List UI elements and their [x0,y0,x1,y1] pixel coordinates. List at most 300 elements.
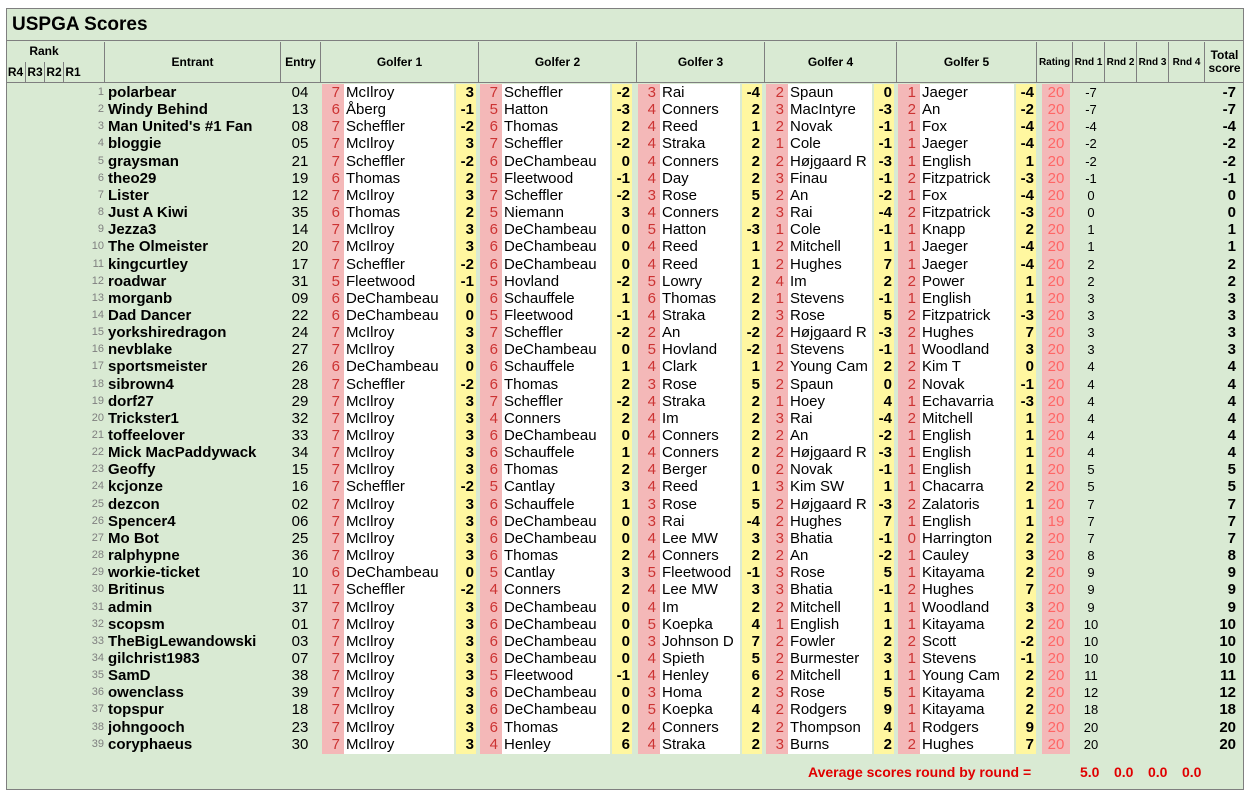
entrant-name: bloggie [108,135,162,153]
golfer-score: -1 [616,169,630,187]
golfer2-header: Golfer 2 [478,42,636,82]
golfer-score: -1 [878,118,892,136]
golfer-name: Im [662,598,679,616]
golfer-name: McIlroy [346,598,395,616]
golfer-score: 1 [883,598,892,616]
golfer-name: Im [790,272,807,290]
golfer-name: Højgaard R [790,152,867,170]
table-row [0,581,1258,598]
row-number: 14 [91,308,104,321]
entrant-name: nevblake [108,341,173,359]
golfer3-header: Golfer 3 [636,42,764,82]
golfer-score: 7 [751,632,760,650]
golfer-name: Cauley [922,547,969,565]
table-row [0,736,1258,753]
golfer-score: 0 [621,529,630,547]
golfer-rank: 5 [489,306,498,324]
golfer-score: 0 [621,427,630,444]
table-row [0,221,1258,238]
rating-value: 20 [1047,495,1065,513]
golfer-rank: 7 [331,427,340,444]
golfer-rank: 7 [331,409,340,427]
golfer-rank: 7 [331,598,340,616]
golfer-rank: 6 [489,598,498,616]
golfer-score: 3 [465,461,474,479]
golfer-score: 0 [465,289,474,307]
golfer-rank: 5 [489,667,498,685]
golfer-name: Thomas [346,204,401,222]
golfer-name: Schauffele [504,495,575,513]
golfer-rank: 3 [775,306,784,324]
golfer-name: McIlroy [346,615,395,633]
row-number: 26 [91,514,104,527]
golfer-rank: 4 [647,735,656,753]
round1-score: 20 [1083,736,1099,752]
golfer-rank: 2 [775,186,784,204]
golfer-name: Fleetwood [504,169,574,187]
golfer-name: Scheffler [346,152,405,170]
golfer-name: An [790,547,809,565]
golfer-score: 3 [465,135,474,153]
golfer-name: English [922,427,972,444]
golfer-rank: 4 [647,409,656,427]
row-number: 33 [91,634,104,647]
golfer-rank: 1 [907,701,916,719]
golfer-name: Power [922,272,965,290]
golfer-rank: 7 [331,529,340,547]
golfer-score: -2 [878,186,892,204]
golfer-name: Day [662,169,689,187]
golfer-rank: 1 [907,615,916,633]
entrant-name: owenclass [108,684,184,702]
golfer-score: -4 [746,84,760,101]
golfer-score: -4 [1020,84,1034,101]
golfer-score: 1 [883,615,892,633]
golfer-score: 3 [1025,341,1034,359]
golfer-score: 3 [465,701,474,719]
entrant-name: sibrown4 [108,375,174,393]
row-number: 31 [91,600,104,613]
entrant-name: Trickster1 [108,409,179,427]
golfer-rank: 6 [489,684,498,702]
golfer-rank: 1 [775,221,784,239]
golfer-score: 7 [1025,324,1034,342]
golfer-name: Scheffler [504,186,563,204]
golfer-score: 3 [465,341,474,359]
rating-value: 20 [1047,684,1065,702]
golfer-rank: 6 [489,495,498,513]
golfer-name: Schauffele [504,289,575,307]
total-score: 7 [1227,529,1236,547]
golfer-rank: 6 [489,461,498,479]
golfer-name: DeChambeau [504,701,597,719]
total-score: -4 [1222,118,1236,136]
golfer-rank: 2 [907,324,916,342]
total-header: Total score [1204,42,1244,82]
golfer-rank: 3 [775,581,784,599]
golfer-name: Jaeger [922,84,968,101]
golfer-name: Fitzpatrick [922,204,991,222]
golfer-score: -2 [616,324,630,342]
golfer-rank: 4 [647,135,656,153]
total-score: 20 [1219,735,1236,753]
golfer-name: Cole [790,135,821,153]
entry-number: 07 [291,649,309,667]
golfer-score: 0 [621,341,630,359]
average-rnd3: 0.0 [1148,764,1168,780]
golfer-score: -2 [878,547,892,565]
golfer-name: Hughes [922,581,974,599]
rating-value: 20 [1047,255,1065,273]
golfer-rank: 1 [907,221,916,239]
golfer-name: Reed [662,255,698,273]
golfer-name: Young Cam [922,667,1000,685]
golfer-rank: 3 [775,735,784,753]
golfer-rank: 6 [331,358,340,376]
total-score: 9 [1227,581,1236,599]
golfer-name: Hatton [662,221,707,239]
golfer-rank: 2 [775,152,784,170]
golfer-name: Rodgers [790,701,847,719]
average-rnd1: 5.0 [1080,764,1100,780]
golfer-name: DeChambeau [504,649,597,667]
round1-score: 4 [1087,376,1095,392]
table-row [0,701,1258,718]
row-number: 15 [91,326,104,339]
table-row [0,324,1258,341]
round1-score: 11 [1084,668,1098,684]
golfer-name: Hughes [922,735,974,753]
table-row [0,84,1258,101]
entry-number: 19 [291,169,309,187]
entry-number: 01 [291,615,309,633]
golfer-rank: 3 [775,101,784,119]
r1-header: R1 [63,62,82,82]
entrant-name: kcjonze [108,478,164,496]
row-number: 18 [91,377,104,390]
golfer-name: Koepka [662,701,713,719]
golfer-name: Højgaard R [790,444,867,462]
golfer-name: McIlroy [346,135,395,153]
golfer-rank: 6 [489,118,498,136]
golfer-score: 3 [465,392,474,410]
golfer-rank: 3 [647,632,656,650]
header-top-line [6,40,1244,41]
golfer-rank: 1 [907,289,916,307]
golfer-score: 1 [751,358,760,376]
rank-header: Rank [29,43,59,58]
round1-score: 4 [1087,428,1095,443]
golfer-name: Cole [790,221,821,239]
rating-value: 20 [1047,152,1065,170]
entry-number: 04 [291,84,309,101]
golfer-score: -2 [616,272,630,290]
golfer-score: -2 [746,341,760,359]
table-row [0,616,1258,633]
golfer-name: Scheffler [346,478,405,496]
golfer-rank: 3 [775,529,784,547]
rating-value: 20 [1047,186,1065,204]
golfer-rank: 4 [647,392,656,410]
golfer-rank: 2 [775,632,784,650]
golfer-rank: 1 [907,444,916,462]
total-score: 0 [1227,204,1236,222]
golfer-score: -3 [1020,392,1034,410]
golfer-score: 2 [751,289,760,307]
golfer-rank: 1 [907,118,916,136]
rating-value: 20 [1047,649,1065,667]
golfer-rank: 7 [331,324,340,342]
rating-value: 20 [1047,169,1065,187]
golfer-score: 2 [1025,701,1034,719]
total-score: 4 [1227,358,1236,376]
golfer-name: McIlroy [346,324,395,342]
golfer-rank: 4 [647,255,656,273]
row-number: 24 [91,480,104,493]
golfer-score: -1 [746,564,760,582]
average-rnd4: 0.0 [1182,764,1202,780]
entry-number: 31 [291,272,309,290]
golfer-name: Scheffler [504,324,563,342]
golfer-rank: 4 [489,581,498,599]
round1-score: 1 [1087,239,1095,255]
golfer-score: 1 [883,667,892,685]
golfer-score: 2 [621,581,630,599]
row-number: 7 [97,188,104,201]
golfer-name: Conners [662,427,719,444]
golfer-name: Fox [922,118,948,136]
golfer-score: 3 [465,615,474,633]
golfer-name: McIlroy [346,495,395,513]
table-row [0,547,1258,564]
round1-score: 9 [1087,565,1095,581]
golfer-name: McIlroy [346,392,395,410]
table-row [0,599,1258,616]
golfer-rank: 7 [331,478,340,496]
golfer-rank: 3 [647,495,656,513]
golfer-score: 2 [751,409,760,427]
total-score: 4 [1227,392,1236,410]
entry-number: 37 [291,598,309,616]
golfer-name: Zalatoris [922,495,980,513]
golfer-name: Scheffler [504,392,563,410]
golfer-rank: 1 [907,461,916,479]
entry-number: 05 [291,135,309,153]
golfer-rank: 4 [775,272,784,290]
golfer-score: 0 [465,358,474,376]
golfer-score: -4 [878,409,892,427]
row-number: 30 [91,583,104,596]
golfer-name: Kitayama [922,684,985,702]
golfer-rank: 6 [489,718,498,736]
golfer-score: 0 [883,375,892,393]
golfer-name: Scheffler [346,118,405,136]
entrant-name: scopsm [108,615,165,633]
r3-header: R3 [25,62,44,82]
golfer-name: DeChambeau [504,529,597,547]
golfer-score: -3 [746,221,760,239]
golfer-rank: 1 [907,135,916,153]
golfer-score: 3 [883,649,892,667]
golfer-score: 1 [883,478,892,496]
golfer-score: 0 [465,564,474,582]
golfer-rank: 4 [647,101,656,119]
entry-number: 17 [291,255,309,273]
row-number: 19 [91,394,104,407]
golfer-rank: 1 [907,341,916,359]
golfer-rank: 5 [489,101,498,119]
table-row [0,667,1258,684]
golfer-name: Rose [662,375,698,393]
golfer-score: 7 [883,255,892,273]
total-score: 12 [1219,684,1236,702]
golfer-score: 1 [751,255,760,273]
golfer-rank: 3 [775,684,784,702]
round1-score: 8 [1087,548,1095,564]
golfer-name: DeChambeau [504,598,597,616]
golfer-name: Johnson D [662,632,734,650]
golfer-rank: 2 [775,598,784,616]
golfer-rank: 1 [907,152,916,170]
golfer-score: 0 [621,701,630,719]
golfer-name: Chacarra [922,478,984,496]
entry-number: 24 [291,324,309,342]
entrant-name: sportsmeister [108,358,208,376]
golfer-score: 1 [621,289,630,307]
golfer-rank: 6 [331,101,340,119]
golfer-score: 1 [621,358,630,376]
golfer-rank: 7 [331,135,340,153]
golfer-rank: 2 [907,306,916,324]
golfer-rank: 7 [331,186,340,204]
row-number: 29 [91,566,104,579]
golfer-score: -2 [616,135,630,153]
golfer-score: 1 [1025,272,1034,290]
golfer-score: 1 [751,238,760,256]
total-score: -7 [1222,101,1236,119]
golfer-score: 3 [465,547,474,565]
golfer-name: Rai [790,204,813,222]
rating-value: 20 [1047,444,1065,462]
entry-number: 14 [291,221,309,239]
rating-value: 20 [1047,427,1065,444]
table-row [0,444,1258,461]
total-score: 3 [1227,324,1236,342]
golfer-name: Novak [922,375,965,393]
golfer-score: 2 [751,444,760,462]
golfer-score: 1 [1025,289,1034,307]
golfer-name: Jaeger [922,238,968,256]
round1-score: 18 [1083,702,1099,718]
row-number: 13 [91,291,104,304]
golfer-score: 2 [621,461,630,479]
golfer-score: 2 [751,306,760,324]
golfer-score: 2 [883,358,892,376]
round1-score: 4 [1087,393,1095,409]
golfer-score: -1 [460,101,474,119]
row-number: 5 [97,154,104,167]
golfer-score: -2 [460,152,474,170]
row-number: 1 [97,86,104,98]
golfer-score: 2 [1025,529,1034,547]
row-number: 16 [91,343,104,356]
table-row [0,564,1258,581]
golfer-score: 3 [465,735,474,753]
golfer-name: Burns [790,735,830,753]
golfer-score: 1 [621,444,630,462]
golfer-name: DeChambeau [504,152,597,170]
golfer-score: -1 [878,341,892,359]
entry-number: 30 [291,735,309,753]
round1-score: 4 [1087,410,1095,426]
entrant-name: topspur [108,701,164,719]
golfer-rank: 1 [907,392,916,410]
entrant-name: graysman [108,152,179,170]
golfer-name: Fleetwood [504,667,574,685]
golfer-rank: 2 [775,649,784,667]
golfer-name: McIlroy [346,649,395,667]
golfer-name: McIlroy [346,238,395,256]
golfer-rank: 7 [331,221,340,239]
golfer-rank: 5 [647,272,656,290]
row-number: 17 [91,360,104,373]
golfer-name: Lowry [662,272,703,290]
golfer-name: McIlroy [346,221,395,239]
table-row [0,290,1258,307]
total-score: 10 [1219,615,1236,633]
golfer-rank: 1 [907,512,916,530]
round1-score: 3 [1087,342,1095,358]
golfer-rank: 5 [647,615,656,633]
round1-score: 3 [1087,290,1095,306]
row-number: 38 [91,720,104,733]
golfer-rank: 6 [331,564,340,582]
golfer4-header: Golfer 4 [764,42,896,82]
golfer-score: 0 [621,152,630,170]
entrant-name: Dad Dancer [108,306,192,324]
golfer-name: Scheffler [346,375,405,393]
golfer-name: Rose [790,306,826,324]
average-rnd2: 0.0 [1114,764,1134,780]
golfer-rank: 2 [775,444,784,462]
golfer-name: Mitchell [922,409,973,427]
total-score: 10 [1219,632,1236,650]
golfer-name: DeChambeau [504,615,597,633]
golfer-rank: 2 [775,701,784,719]
golfer-score: 0 [883,84,892,101]
r4-header: R4 [7,64,24,79]
golfer-rank: 6 [331,204,340,222]
total-score: 4 [1227,427,1236,444]
golfer-score: -2 [1020,101,1034,119]
round1-score: 7 [1087,496,1095,512]
golfer-name: Im [662,409,679,427]
golfer-rank: 4 [647,598,656,616]
golfer-score: 1 [621,495,630,513]
golfer-score: -4 [1020,238,1034,256]
golfer-name: Straka [662,735,706,753]
golfer-score: 2 [1025,667,1034,685]
golfer-rank: 4 [489,409,498,427]
golfer-score: 2 [621,409,630,427]
golfer-name: Bhatia [790,529,833,547]
golfer-name: Woodland [922,598,990,616]
total-score: 2 [1227,272,1236,290]
golfer-rank: 2 [907,495,916,513]
golfer-name: Thomas [662,289,717,307]
golfer-name: Kim T [922,358,961,376]
golfer-rank: 2 [775,375,784,393]
